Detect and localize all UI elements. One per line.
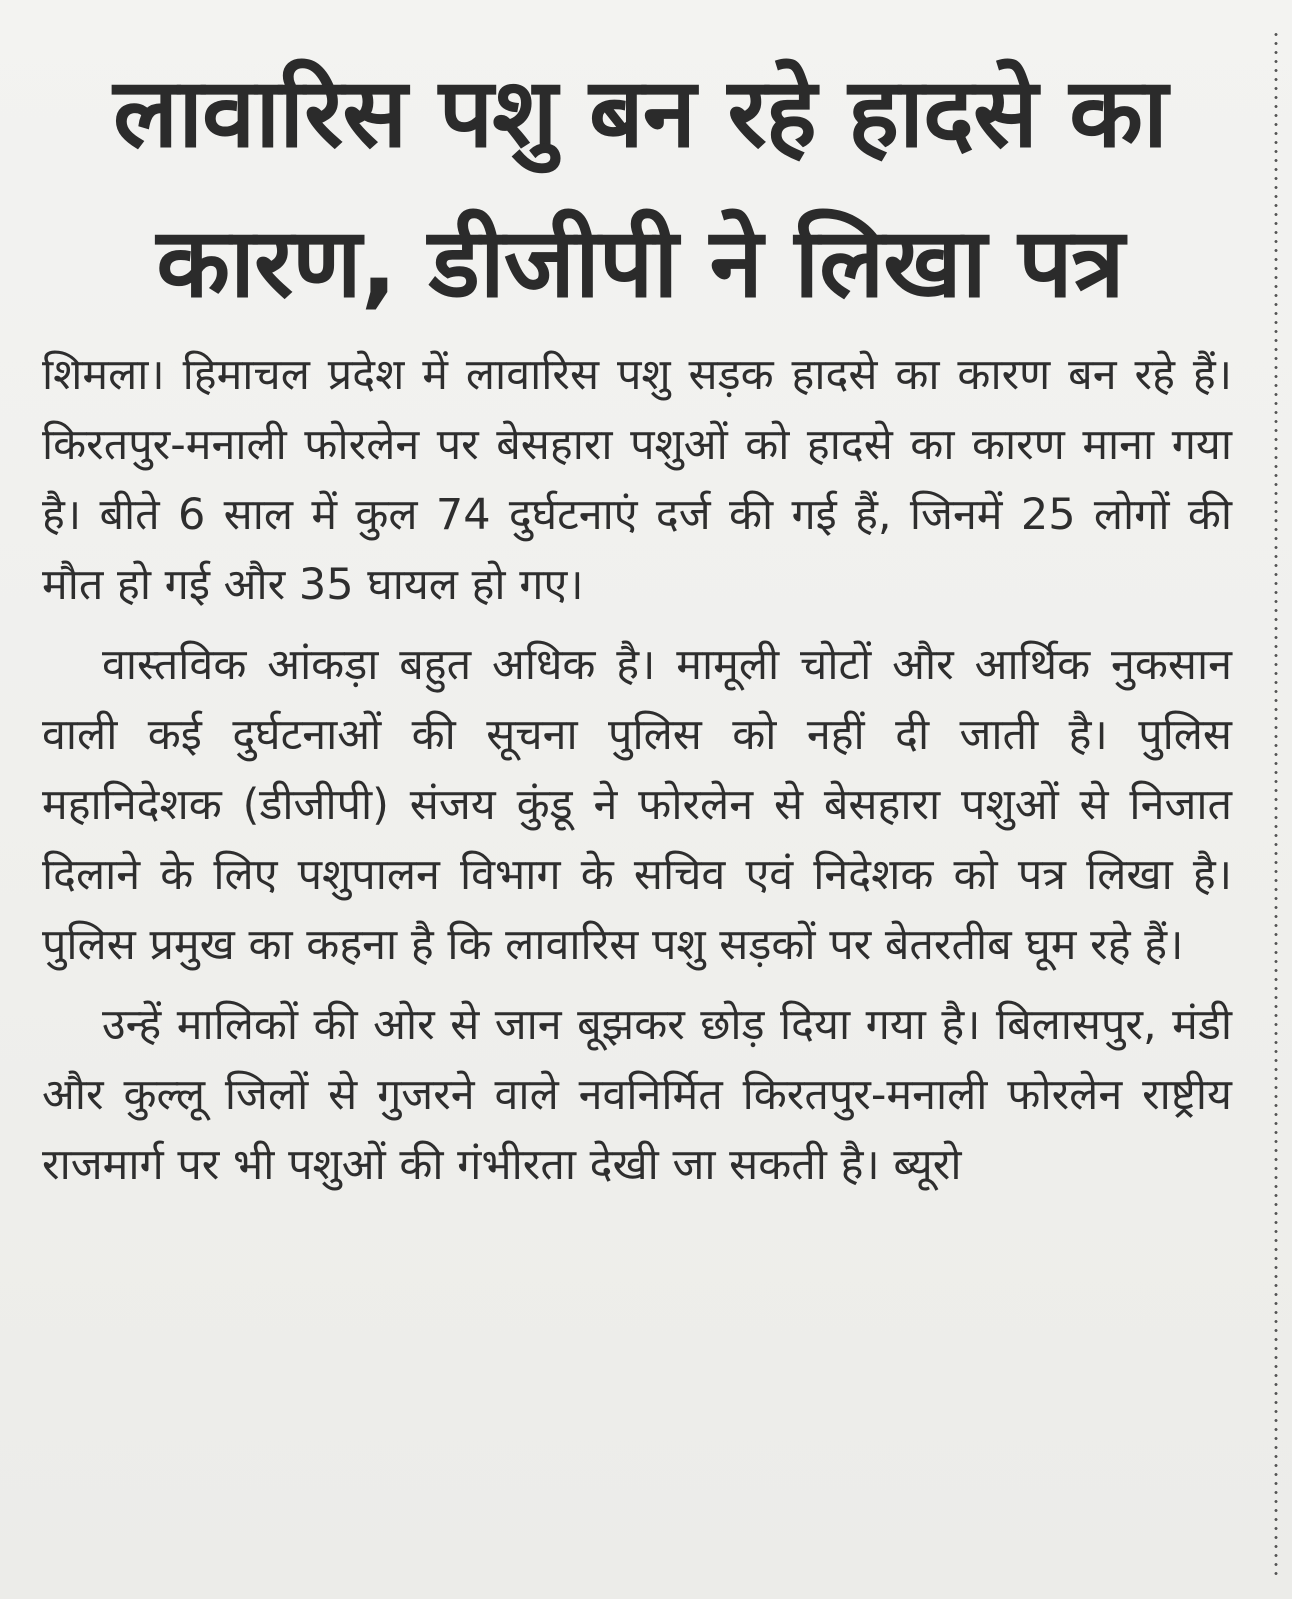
- headline: [40, 38, 1240, 338]
- column-divider-dotted-rule: [1274, 30, 1278, 1575]
- headline-line-1: लावारिस पशु बन रहे हादसे का: [113, 57, 1167, 169]
- headline-line-2: कारण, डीजीपी ने लिखा पत्र: [156, 207, 1124, 319]
- article-body: [42, 340, 1232, 1210]
- article-paragraph-1: शिमला। हिमाचल प्रदेश में लावारिस पशु सड़क हादसे का कारण बन रहे हैं। किरतपुर-मनाली फोरलेन पर बेसहारा पशुओं को हादसे का कारण माना गया है। बीते 6 साल में कुल 74 दुर्घटनाएं दर्ज की गई हैं, जिनमें 25 लोगों की मौत हो गई और 35 घायल हो गए।: [42, 350, 1232, 610]
- article-paragraph-3: उन्हें मालिकों की ओर से जान बूझकर छोड़ दिया गया है। बिलासपुर, मंडी और कुल्लू जिलों से गुजरने वाले नवनिर्मित किरतपुर-मनाली फोरलेन राष्ट्रीय राजमार्ग पर भी पशुओं की गंभीरता देखी जा सकती है। ब्यूरो: [42, 1000, 1232, 1190]
- article-paragraph-2: वास्तविक आंकड़ा बहुत अधिक है। मामूली चोटों और आर्थिक नुकसान वाली कई दुर्घटनाओं की सूचना पुलिस को नहीं दी जाती है। पुलिस महानिदेशक (डीजीपी) संजय कुंडू ने फोरलेन से बेसहारा पशुओं से निजात दिलाने के लिए पशुपालन विभाग के सचिव एवं निदेशक को पत्र लिखा है। पुलिस प्रमुख का कहना है कि लावारिस पशु सड़कों पर बेतरतीब घूम रहे हैं।: [42, 640, 1232, 970]
